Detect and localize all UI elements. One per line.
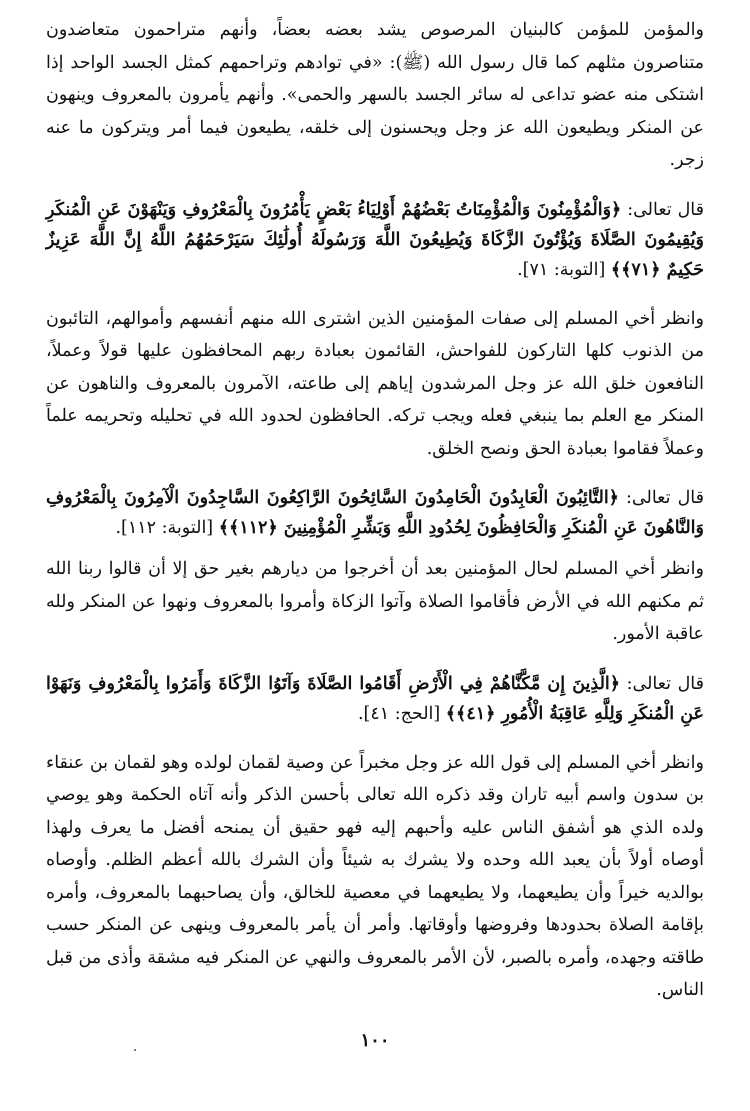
quran-verse-3 bbox=[46, 669, 704, 729]
verse-text: ﴿التَّائِبُونَ الْعَابِدُونَ الْحَامِدُونَ السَّائِحُونَ الرَّاكِعُونَ السَّاجِدُونَ الْآمِرُونَ بِالْمَعْرُوفِ وَالنَّاهُونَ عَنِ الْمُنكَرِ وَالْحَافِظُونَ لِحُدُودِ اللَّهِ وَبَشِّرِ الْمُؤْمِنِينَ ﴿١١٢﴾﴾ bbox=[46, 488, 704, 538]
paragraph-text: والمؤمن للمؤمن كالبنيان المرصوص يشد بعضه بعضاً، وأنهم متراحمون متعاضدون متناصرون مثلهم كما قال رسول الله (ﷺ): «في توادهم وتراحمهم كمثل الجسد الواحد إذا اشتكى منه عضو تداعى له سائر الجسد بالسهر والحمى». وأنهم يأمرون بالمعروف وينهون عن المنكر ويطيعون الله عز وجل ويحسنون إلى خلقه، يطيعون فيما أمر ويتركون ما عنه زجر. bbox=[46, 20, 704, 170]
page-number: ١٠٠ bbox=[360, 1030, 390, 1051]
verse-reference: [الحج: ٤١]. bbox=[357, 703, 441, 724]
verse-reference: [التوبة: ١١٢]. bbox=[115, 518, 214, 538]
paragraph-text: وانظر أخي المسلم لحال المؤمنين بعد أن أخرجوا من ديارهم بغير حق إلا أن قالوا ربنا الله ثم مكنهم الله في الأرض فأقاموا الصلاة وآتوا الزكاة وأمروا بالمعروف ونهوا عن المنكر ولله عاقبة الأمور. bbox=[46, 559, 704, 644]
quran-verse-2 bbox=[46, 483, 704, 543]
paragraph-2 bbox=[46, 303, 704, 466]
quran-verse-1 bbox=[46, 195, 704, 285]
paragraph-4 bbox=[46, 747, 704, 1007]
verse-intro: قال تعالى: bbox=[627, 199, 704, 220]
verse-reference: [التوبة: ٧١]. bbox=[517, 259, 606, 280]
verse-intro: قال تعالى: bbox=[626, 488, 704, 508]
paragraph-text: وانظر أخي المسلم إلى قول الله عز وجل مخبراً عن وصية لقمان لولده وهو لقمان بن عنقاء بن سدون واسم أبيه تاران وقد ذكره الله تعالى بأحسن الذكر وأنه آتاه الحكمة وهو يوصي ولده الذي هو أشفق الناس عليه وأحبهم إليه فهو حقيق أن يمنحه أفضل ما يعرف ولهذا أوصاه أولاً بأن يعبد الله وحده ولا يشرك به شيئاً وأن الشرك بالله أعظم الظلم. وأوصاه بوالديه خيراً وأن يطيعهما، ولا يطيعهما في معصية للخالق، وأن يصاحبهما بالمعروف، وأمره بإقامة الصلاة بحدودها وفروضها وأوقاتها. وأمر أن يأمر بالمعروف وينهى عن المنكر حسب طاقته وجهده، وأمره بالصبر، لأن الأمر بالمعروف والنهي عن المنكر فيه مشقة وأذى من قبل الناس. bbox=[46, 752, 704, 1000]
verse-intro: قال تعالى: bbox=[626, 673, 704, 694]
paragraph-1 bbox=[46, 14, 704, 177]
scan-speck bbox=[134, 1049, 136, 1051]
verse-text: ﴿وَالْمُؤْمِنُونَ وَالْمُؤْمِنَاتُ بَعْضُهُمْ أَوْلِيَاءُ بَعْضٍ يَأْمُرُونَ بِالْمَعْرُوفِ وَيَنْهَوْنَ عَنِ الْمُنكَرِ وَيُقِيمُونَ الصَّلَاةَ وَيُؤْتُونَ الزَّكَاةَ وَيُطِيعُونَ اللَّهَ وَرَسُولَهُ أُولَٰئِكَ سَيَرْحَمُهُمُ اللَّهُ إِنَّ اللَّهَ عَزِيزٌ حَكِيمٌ ﴿٧١﴾﴾ bbox=[46, 199, 704, 280]
paragraph-3 bbox=[46, 553, 704, 651]
paragraph-text: وانظر أخي المسلم إلى صفات المؤمنين الذين اشترى الله منهم أنفسهم وأموالهم، التائبون من الذنوب كلها التاركون للفواحش، القائمون بعبادة ربهم المحافظون عليها قولاً وعملاً، النافعون خلق الله عز وجل المرشدون إياهم إلى طاعته، الآمرون بالمعروف والناهون عن المنكر مع العلم بما ينبغي فعله ويجب تركه. الحافظون لحدود الله في تحليله وتحريمه علماً وعملاً فقاموا بعبادة الحق ونصح الخلق. bbox=[46, 308, 704, 459]
verse-text: ﴿الَّذِينَ إِن مَّكَّنَّاهُمْ فِي الْأَرْضِ أَقَامُوا الصَّلَاةَ وَآتَوُا الزَّكَاةَ وَأَمَرُوا بِالْمَعْرُوفِ وَنَهَوْا عَنِ الْمُنكَرِ وَلِلَّهِ عَاقِبَةُ الْأُمُورِ ﴿٤١﴾﴾ bbox=[46, 673, 704, 724]
